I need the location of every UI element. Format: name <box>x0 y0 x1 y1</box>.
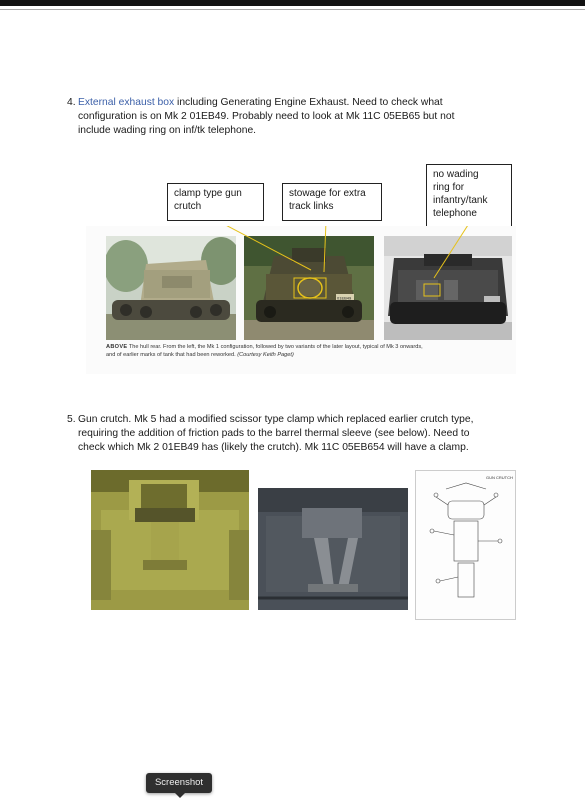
gun-crutch-parts-diagram <box>415 470 516 620</box>
callout-stowage-line-1: stowage for extra <box>289 188 366 199</box>
callout-stowage-track-links <box>282 183 382 221</box>
callout-wading-line-3: infantry/tank <box>433 195 488 206</box>
item-5-paragraph <box>67 413 528 455</box>
caption-line-2 <box>106 351 516 359</box>
window-top-bar <box>0 0 585 6</box>
callout-no-wading-ring <box>426 164 512 230</box>
caption-text-1: The hull rear. From the left, the Mk 1 configuration, followed by two variants of the later layout, typical of Mk 3 onwards, <box>127 344 423 350</box>
tooltip-arrow <box>175 793 185 798</box>
item-4-line-3: include wading ring on inf/tk telephone. <box>78 125 257 136</box>
gun-crutch-closeup-photo <box>91 470 249 610</box>
diagram-header: GUN CRUTCH <box>486 475 513 480</box>
external-exhaust-box-link[interactable]: External exhaust box <box>78 97 175 108</box>
caption-line-1 <box>106 343 516 351</box>
caption-text-2: and of earlier marks of tank that had been reworked. <box>106 352 238 358</box>
item-5-line-1: Gun crutch. Mk 5 had a modified scissor type clamp which replaced earlier crutch type, <box>78 414 474 425</box>
callout-wading-line-2: ring for <box>433 182 465 193</box>
item-4-number: 4. <box>67 97 76 108</box>
window-top-divider <box>0 9 585 10</box>
callout-wading-line-1: no wading <box>433 169 479 180</box>
callout-clamp-line-1: clamp type gun <box>174 188 242 199</box>
item-5-line-2: requiring the addition of friction pads to the barrel thermal sleeve (see below). Need to <box>78 428 470 439</box>
item-4-paragraph <box>67 96 528 138</box>
callout-clamp-gun-crutch <box>167 183 264 221</box>
caption-label: ABOVE <box>106 344 128 350</box>
item-4-line-2: configuration is on Mk 2 01EB49. Probably need to look at Mk 11C 05EB65 but not <box>78 111 455 122</box>
item-5-line-3: check which Mk 2 01EB49 has (likely the crutch). Mk 11C 05EB654 will have a clamp. <box>78 442 469 453</box>
callout-clamp-line-2: crutch <box>174 201 202 212</box>
gun-crutch-exploded-drawing <box>416 471 515 619</box>
gun-crutch-scissor-clamp-photo <box>258 488 408 610</box>
callout-wading-line-4: telephone <box>433 208 477 219</box>
caption-credit: (Courtesy Keith Paget) <box>237 352 294 358</box>
item-4-line-1-rest: including Generating Engine Exhaust. Need to check what <box>174 97 443 108</box>
hull-rear-caption <box>106 343 516 359</box>
item-5-number: 5. <box>67 414 76 425</box>
screenshot-tooltip: Screenshot <box>146 773 212 793</box>
callout-stowage-line-2: track links <box>289 201 334 212</box>
item-4-line-1 <box>78 96 528 110</box>
vehicle-registration-plate: 01EB49 <box>337 295 352 301</box>
